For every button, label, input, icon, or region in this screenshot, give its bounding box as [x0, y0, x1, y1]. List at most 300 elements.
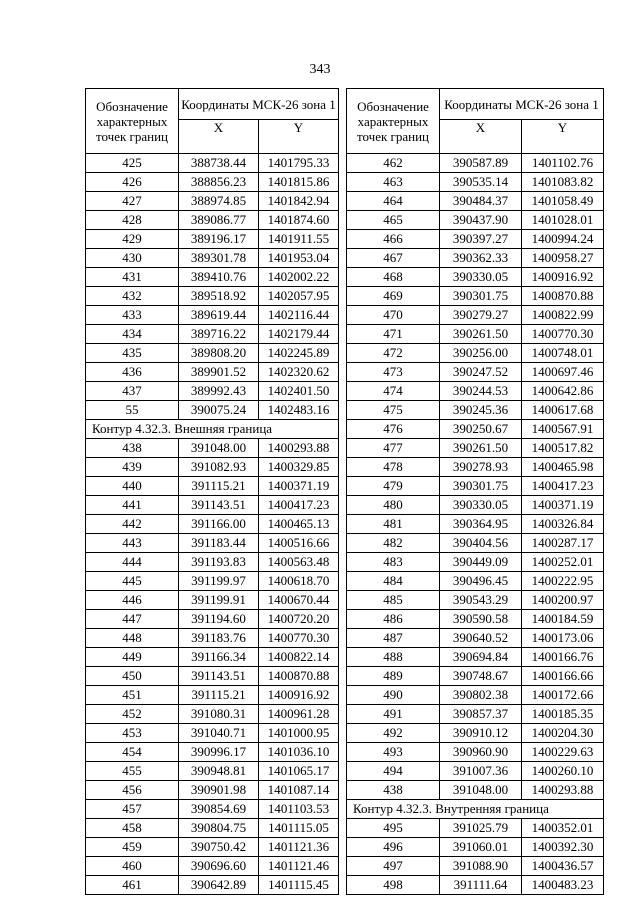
x-coordinate-cell: 389901.52	[179, 363, 259, 382]
table-row	[347, 477, 604, 496]
x-coordinate-cell: 390362.33	[440, 249, 522, 268]
table-row	[86, 401, 339, 420]
point-id-cell: 433	[86, 306, 179, 325]
point-id-cell: 462	[347, 154, 440, 173]
point-id-cell: 493	[347, 743, 440, 762]
point-id-cell: 474	[347, 382, 440, 401]
point-id-cell: 483	[347, 553, 440, 572]
coordinates-table-right	[346, 88, 604, 895]
point-id-cell: 464	[347, 192, 440, 211]
table-row	[86, 629, 339, 648]
x-coordinate-cell: 390590.58	[440, 610, 522, 629]
point-id-cell: 498	[347, 876, 440, 895]
x-coordinate-cell: 390854.69	[179, 800, 259, 819]
table-row	[347, 686, 604, 705]
x-coordinate-cell: 390857.37	[440, 705, 522, 724]
table-row	[86, 572, 339, 591]
x-coordinate-cell: 391080.31	[179, 705, 259, 724]
point-id-cell: 482	[347, 534, 440, 553]
y-coordinate-cell: 1401028.01	[522, 211, 604, 230]
x-coordinate-cell: 391183.76	[179, 629, 259, 648]
point-id-cell: 484	[347, 572, 440, 591]
point-id-cell: 453	[86, 724, 179, 743]
x-coordinate-cell: 390279.27	[440, 306, 522, 325]
y-coordinate-cell: 1400352.01	[522, 819, 604, 838]
y-coordinate-cell: 1400618.70	[259, 572, 339, 591]
point-id-cell: 456	[86, 781, 179, 800]
point-id-cell: 432	[86, 287, 179, 306]
y-coordinate-cell: 1402320.62	[259, 363, 339, 382]
y-coordinate-cell: 1401083.82	[522, 173, 604, 192]
table-row	[86, 287, 339, 306]
point-id-cell: 467	[347, 249, 440, 268]
header-point-designation: Обозначение характерных точек границ	[347, 89, 440, 154]
x-coordinate-cell: 390748.67	[440, 667, 522, 686]
point-id-cell: 461	[86, 876, 179, 895]
table-row	[86, 876, 339, 895]
point-id-cell: 487	[347, 629, 440, 648]
table-row	[86, 515, 339, 534]
x-coordinate-cell: 391194.60	[179, 610, 259, 629]
y-coordinate-cell: 1400200.97	[522, 591, 604, 610]
table-row	[347, 876, 604, 895]
y-coordinate-cell: 1400748.01	[522, 344, 604, 363]
x-coordinate-cell: 391115.21	[179, 686, 259, 705]
table-row	[347, 838, 604, 857]
y-coordinate-cell: 1400293.88	[259, 439, 339, 458]
table-row	[86, 496, 339, 515]
table-row	[347, 325, 604, 344]
x-coordinate-cell: 388974.85	[179, 192, 259, 211]
table-row	[347, 515, 604, 534]
y-coordinate-cell: 1401842.94	[259, 192, 339, 211]
y-coordinate-cell: 1400770.30	[259, 629, 339, 648]
x-coordinate-cell: 389410.76	[179, 268, 259, 287]
table-row	[347, 572, 604, 591]
table-row	[347, 363, 604, 382]
point-id-cell: 428	[86, 211, 179, 230]
x-coordinate-cell: 390245.36	[440, 401, 522, 420]
point-id-cell: 429	[86, 230, 179, 249]
y-coordinate-cell: 1402116.44	[259, 306, 339, 325]
table-row	[86, 838, 339, 857]
y-coordinate-cell: 1401874.60	[259, 211, 339, 230]
y-coordinate-cell: 1400617.68	[522, 401, 604, 420]
point-id-cell: 496	[347, 838, 440, 857]
x-coordinate-cell: 390960.90	[440, 743, 522, 762]
point-id-cell: 488	[347, 648, 440, 667]
x-coordinate-cell: 390437.90	[440, 211, 522, 230]
table-row	[86, 382, 339, 401]
x-coordinate-cell: 390278.93	[440, 458, 522, 477]
table-row	[86, 762, 339, 781]
header-coordinate-system: Координаты МСК-26 зона 1	[179, 89, 339, 120]
x-coordinate-cell: 391199.91	[179, 591, 259, 610]
coordinates-table-left	[85, 88, 339, 895]
point-id-cell: 425	[86, 154, 179, 173]
y-coordinate-cell: 1400252.01	[522, 553, 604, 572]
y-coordinate-cell: 1400417.23	[259, 496, 339, 515]
point-id-cell: 452	[86, 705, 179, 724]
table-row	[86, 705, 339, 724]
point-id-cell: 481	[347, 515, 440, 534]
point-id-cell: 466	[347, 230, 440, 249]
table-row	[347, 420, 604, 439]
y-coordinate-cell: 1401103.53	[259, 800, 339, 819]
x-coordinate-cell: 390696.60	[179, 857, 259, 876]
point-id-cell: 438	[347, 781, 440, 800]
y-coordinate-cell: 1401065.17	[259, 762, 339, 781]
x-coordinate-cell: 391025.79	[440, 819, 522, 838]
point-id-cell: 479	[347, 477, 440, 496]
y-coordinate-cell: 1400229.63	[522, 743, 604, 762]
table-row	[86, 534, 339, 553]
x-coordinate-cell: 390250.67	[440, 420, 522, 439]
y-coordinate-cell: 1401815.86	[259, 173, 339, 192]
table-body-right	[347, 154, 604, 895]
y-coordinate-cell: 1402483.16	[259, 401, 339, 420]
y-coordinate-cell: 1401087.14	[259, 781, 339, 800]
y-coordinate-cell: 1401795.33	[259, 154, 339, 173]
y-coordinate-cell: 1400961.28	[259, 705, 339, 724]
x-coordinate-cell: 389196.17	[179, 230, 259, 249]
point-id-cell: 443	[86, 534, 179, 553]
y-coordinate-cell: 1401058.49	[522, 192, 604, 211]
point-id-cell: 438	[86, 439, 179, 458]
point-id-cell: 435	[86, 344, 179, 363]
table-row	[86, 344, 339, 363]
point-id-cell: 471	[347, 325, 440, 344]
x-coordinate-cell: 390640.52	[440, 629, 522, 648]
y-coordinate-cell: 1400293.88	[522, 781, 604, 800]
point-id-cell: 469	[347, 287, 440, 306]
table-row	[347, 667, 604, 686]
header-y: Y	[522, 120, 604, 154]
point-id-cell: 439	[86, 458, 179, 477]
point-id-cell: 470	[347, 306, 440, 325]
y-coordinate-cell: 1401115.05	[259, 819, 339, 838]
x-coordinate-cell: 389619.44	[179, 306, 259, 325]
x-coordinate-cell: 390750.42	[179, 838, 259, 857]
x-coordinate-cell: 388856.23	[179, 173, 259, 192]
y-coordinate-cell: 1400465.13	[259, 515, 339, 534]
x-coordinate-cell: 391143.51	[179, 667, 259, 686]
x-coordinate-cell: 391060.01	[440, 838, 522, 857]
x-coordinate-cell: 390642.89	[179, 876, 259, 895]
table-row	[86, 211, 339, 230]
table-row	[347, 287, 604, 306]
y-coordinate-cell: 1400173.06	[522, 629, 604, 648]
table-row	[347, 724, 604, 743]
table-row	[86, 553, 339, 572]
point-id-cell: 454	[86, 743, 179, 762]
point-id-cell: 480	[347, 496, 440, 515]
x-coordinate-cell: 390247.52	[440, 363, 522, 382]
x-coordinate-cell: 391048.00	[179, 439, 259, 458]
table-row	[347, 648, 604, 667]
table-row	[347, 154, 604, 173]
y-coordinate-cell: 1400184.59	[522, 610, 604, 629]
x-coordinate-cell: 391166.34	[179, 648, 259, 667]
table-row	[347, 306, 604, 325]
x-coordinate-cell: 390075.24	[179, 401, 259, 420]
table-row	[347, 819, 604, 838]
table-row	[347, 344, 604, 363]
x-coordinate-cell: 390535.14	[440, 173, 522, 192]
y-coordinate-cell: 1400222.95	[522, 572, 604, 591]
y-coordinate-cell: 1400517.82	[522, 439, 604, 458]
y-coordinate-cell: 1401000.95	[259, 724, 339, 743]
table-row	[86, 192, 339, 211]
table-row	[86, 648, 339, 667]
x-coordinate-cell: 391166.00	[179, 515, 259, 534]
y-coordinate-cell: 1400516.66	[259, 534, 339, 553]
y-coordinate-cell: 1400697.46	[522, 363, 604, 382]
x-coordinate-cell: 390244.53	[440, 382, 522, 401]
x-coordinate-cell: 390261.50	[440, 439, 522, 458]
table-row	[347, 743, 604, 762]
y-coordinate-cell: 1400670.44	[259, 591, 339, 610]
table-row	[86, 458, 339, 477]
y-coordinate-cell: 1400870.88	[259, 667, 339, 686]
point-id-cell: 436	[86, 363, 179, 382]
x-coordinate-cell: 390496.45	[440, 572, 522, 591]
x-coordinate-cell: 390330.05	[440, 496, 522, 515]
table-row	[347, 458, 604, 477]
point-id-cell: 489	[347, 667, 440, 686]
table-row	[86, 363, 339, 382]
table-row	[86, 800, 339, 819]
contour-title: Контур 4.32.3. Внешняя граница	[86, 420, 339, 439]
y-coordinate-cell: 1400185.35	[522, 705, 604, 724]
point-id-cell: 490	[347, 686, 440, 705]
x-coordinate-cell: 390802.38	[440, 686, 522, 705]
y-coordinate-cell: 1401953.04	[259, 249, 339, 268]
table-row	[347, 762, 604, 781]
point-id-cell: 476	[347, 420, 440, 439]
table-row	[347, 192, 604, 211]
point-id-cell: 441	[86, 496, 179, 515]
x-coordinate-cell: 389518.92	[179, 287, 259, 306]
point-id-cell: 437	[86, 382, 179, 401]
x-coordinate-cell: 390804.75	[179, 819, 259, 838]
header-x: X	[179, 120, 259, 154]
table-row	[347, 496, 604, 515]
table-row	[86, 781, 339, 800]
table-row	[347, 629, 604, 648]
y-coordinate-cell: 1400567.91	[522, 420, 604, 439]
y-coordinate-cell: 1400916.92	[259, 686, 339, 705]
x-coordinate-cell: 391193.83	[179, 553, 259, 572]
y-coordinate-cell: 1401911.55	[259, 230, 339, 249]
x-coordinate-cell: 390948.81	[179, 762, 259, 781]
x-coordinate-cell: 390484.37	[440, 192, 522, 211]
table-row	[86, 154, 339, 173]
point-id-cell: 446	[86, 591, 179, 610]
y-coordinate-cell: 1400166.66	[522, 667, 604, 686]
y-coordinate-cell: 1402179.44	[259, 325, 339, 344]
point-id-cell: 440	[86, 477, 179, 496]
table-row	[347, 534, 604, 553]
x-coordinate-cell: 391111.64	[440, 876, 522, 895]
table-row	[86, 249, 339, 268]
point-id-cell: 449	[86, 648, 179, 667]
point-id-cell: 465	[347, 211, 440, 230]
point-id-cell: 444	[86, 553, 179, 572]
y-coordinate-cell: 1401115.45	[259, 876, 339, 895]
y-coordinate-cell: 1400770.30	[522, 325, 604, 344]
x-coordinate-cell: 391048.00	[440, 781, 522, 800]
x-coordinate-cell: 390397.27	[440, 230, 522, 249]
y-coordinate-cell: 1402057.95	[259, 287, 339, 306]
point-id-cell: 458	[86, 819, 179, 838]
y-coordinate-cell: 1402002.22	[259, 268, 339, 287]
table-row	[86, 268, 339, 287]
point-id-cell: 494	[347, 762, 440, 781]
table-row	[347, 268, 604, 287]
header-coordinate-system: Координаты МСК-26 зона 1	[440, 89, 604, 120]
table-row	[347, 553, 604, 572]
x-coordinate-cell: 389086.77	[179, 211, 259, 230]
table-row	[86, 325, 339, 344]
y-coordinate-cell: 1402401.50	[259, 382, 339, 401]
contour-title-row	[347, 800, 604, 819]
point-id-cell: 55	[86, 401, 179, 420]
y-coordinate-cell: 1400371.19	[259, 477, 339, 496]
y-coordinate-cell: 1400958.27	[522, 249, 604, 268]
y-coordinate-cell: 1400204.30	[522, 724, 604, 743]
point-id-cell: 492	[347, 724, 440, 743]
point-id-cell: 431	[86, 268, 179, 287]
header-x: X	[440, 120, 522, 154]
y-coordinate-cell: 1400465.98	[522, 458, 604, 477]
x-coordinate-cell: 391082.93	[179, 458, 259, 477]
point-id-cell: 459	[86, 838, 179, 857]
x-coordinate-cell: 390694.84	[440, 648, 522, 667]
point-id-cell: 427	[86, 192, 179, 211]
point-id-cell: 447	[86, 610, 179, 629]
table-body-left	[86, 154, 339, 895]
y-coordinate-cell: 1400260.10	[522, 762, 604, 781]
x-coordinate-cell: 390543.29	[440, 591, 522, 610]
header-point-designation: Обозначение характерных точек границ	[86, 89, 179, 154]
table-row	[347, 401, 604, 420]
y-coordinate-cell: 1400392.30	[522, 838, 604, 857]
table-row	[86, 173, 339, 192]
x-coordinate-cell: 390996.17	[179, 743, 259, 762]
x-coordinate-cell: 390256.00	[440, 344, 522, 363]
table-row	[347, 857, 604, 876]
table-row	[347, 591, 604, 610]
point-id-cell: 455	[86, 762, 179, 781]
point-id-cell: 434	[86, 325, 179, 344]
point-id-cell: 448	[86, 629, 179, 648]
x-coordinate-cell: 390261.50	[440, 325, 522, 344]
x-coordinate-cell: 391088.90	[440, 857, 522, 876]
x-coordinate-cell: 390330.05	[440, 268, 522, 287]
point-id-cell: 477	[347, 439, 440, 458]
x-coordinate-cell: 391199.97	[179, 572, 259, 591]
y-coordinate-cell: 1400870.88	[522, 287, 604, 306]
table-row	[86, 591, 339, 610]
point-id-cell: 430	[86, 249, 179, 268]
x-coordinate-cell: 390404.56	[440, 534, 522, 553]
point-id-cell: 491	[347, 705, 440, 724]
point-id-cell: 451	[86, 686, 179, 705]
y-coordinate-cell: 1400417.23	[522, 477, 604, 496]
y-coordinate-cell: 1400329.85	[259, 458, 339, 477]
point-id-cell: 450	[86, 667, 179, 686]
table-row	[86, 743, 339, 762]
y-coordinate-cell: 1400720.20	[259, 610, 339, 629]
x-coordinate-cell: 390364.95	[440, 515, 522, 534]
table-row	[86, 857, 339, 876]
y-coordinate-cell: 1400822.14	[259, 648, 339, 667]
x-coordinate-cell: 391143.51	[179, 496, 259, 515]
x-coordinate-cell: 390449.09	[440, 553, 522, 572]
table-row	[86, 686, 339, 705]
contour-title: Контур 4.32.3. Внутренняя граница	[347, 800, 604, 819]
x-coordinate-cell: 389992.43	[179, 382, 259, 401]
y-coordinate-cell: 1400371.19	[522, 496, 604, 515]
point-id-cell: 473	[347, 363, 440, 382]
y-coordinate-cell: 1401121.46	[259, 857, 339, 876]
y-coordinate-cell: 1400436.57	[522, 857, 604, 876]
y-coordinate-cell: 1400326.84	[522, 515, 604, 534]
page-number: 343	[309, 62, 331, 77]
point-id-cell: 426	[86, 173, 179, 192]
table-row	[86, 819, 339, 838]
point-id-cell: 472	[347, 344, 440, 363]
point-id-cell: 457	[86, 800, 179, 819]
point-id-cell: 495	[347, 819, 440, 838]
x-coordinate-cell: 388738.44	[179, 154, 259, 173]
y-coordinate-cell: 1400563.48	[259, 553, 339, 572]
table-row	[347, 230, 604, 249]
y-coordinate-cell: 1400172.66	[522, 686, 604, 705]
table-row	[86, 610, 339, 629]
y-coordinate-cell: 1401036.10	[259, 743, 339, 762]
x-coordinate-cell: 391183.44	[179, 534, 259, 553]
table-row	[86, 306, 339, 325]
y-coordinate-cell: 1401121.36	[259, 838, 339, 857]
x-coordinate-cell: 390301.75	[440, 477, 522, 496]
point-id-cell: 442	[86, 515, 179, 534]
y-coordinate-cell: 1400642.86	[522, 382, 604, 401]
point-id-cell: 445	[86, 572, 179, 591]
x-coordinate-cell: 391040.71	[179, 724, 259, 743]
y-coordinate-cell: 1400166.76	[522, 648, 604, 667]
table-row	[347, 705, 604, 724]
table-row	[347, 781, 604, 800]
point-id-cell: 463	[347, 173, 440, 192]
table-row	[347, 249, 604, 268]
point-id-cell: 497	[347, 857, 440, 876]
table-row	[86, 667, 339, 686]
x-coordinate-cell: 390301.75	[440, 287, 522, 306]
table-row	[347, 211, 604, 230]
x-coordinate-cell: 390901.98	[179, 781, 259, 800]
point-id-cell: 460	[86, 857, 179, 876]
header-y: Y	[259, 120, 339, 154]
table-row	[347, 439, 604, 458]
y-coordinate-cell: 1400483.23	[522, 876, 604, 895]
table-row	[347, 610, 604, 629]
y-coordinate-cell: 1400287.17	[522, 534, 604, 553]
point-id-cell: 468	[347, 268, 440, 287]
x-coordinate-cell: 389808.20	[179, 344, 259, 363]
x-coordinate-cell: 390910.12	[440, 724, 522, 743]
